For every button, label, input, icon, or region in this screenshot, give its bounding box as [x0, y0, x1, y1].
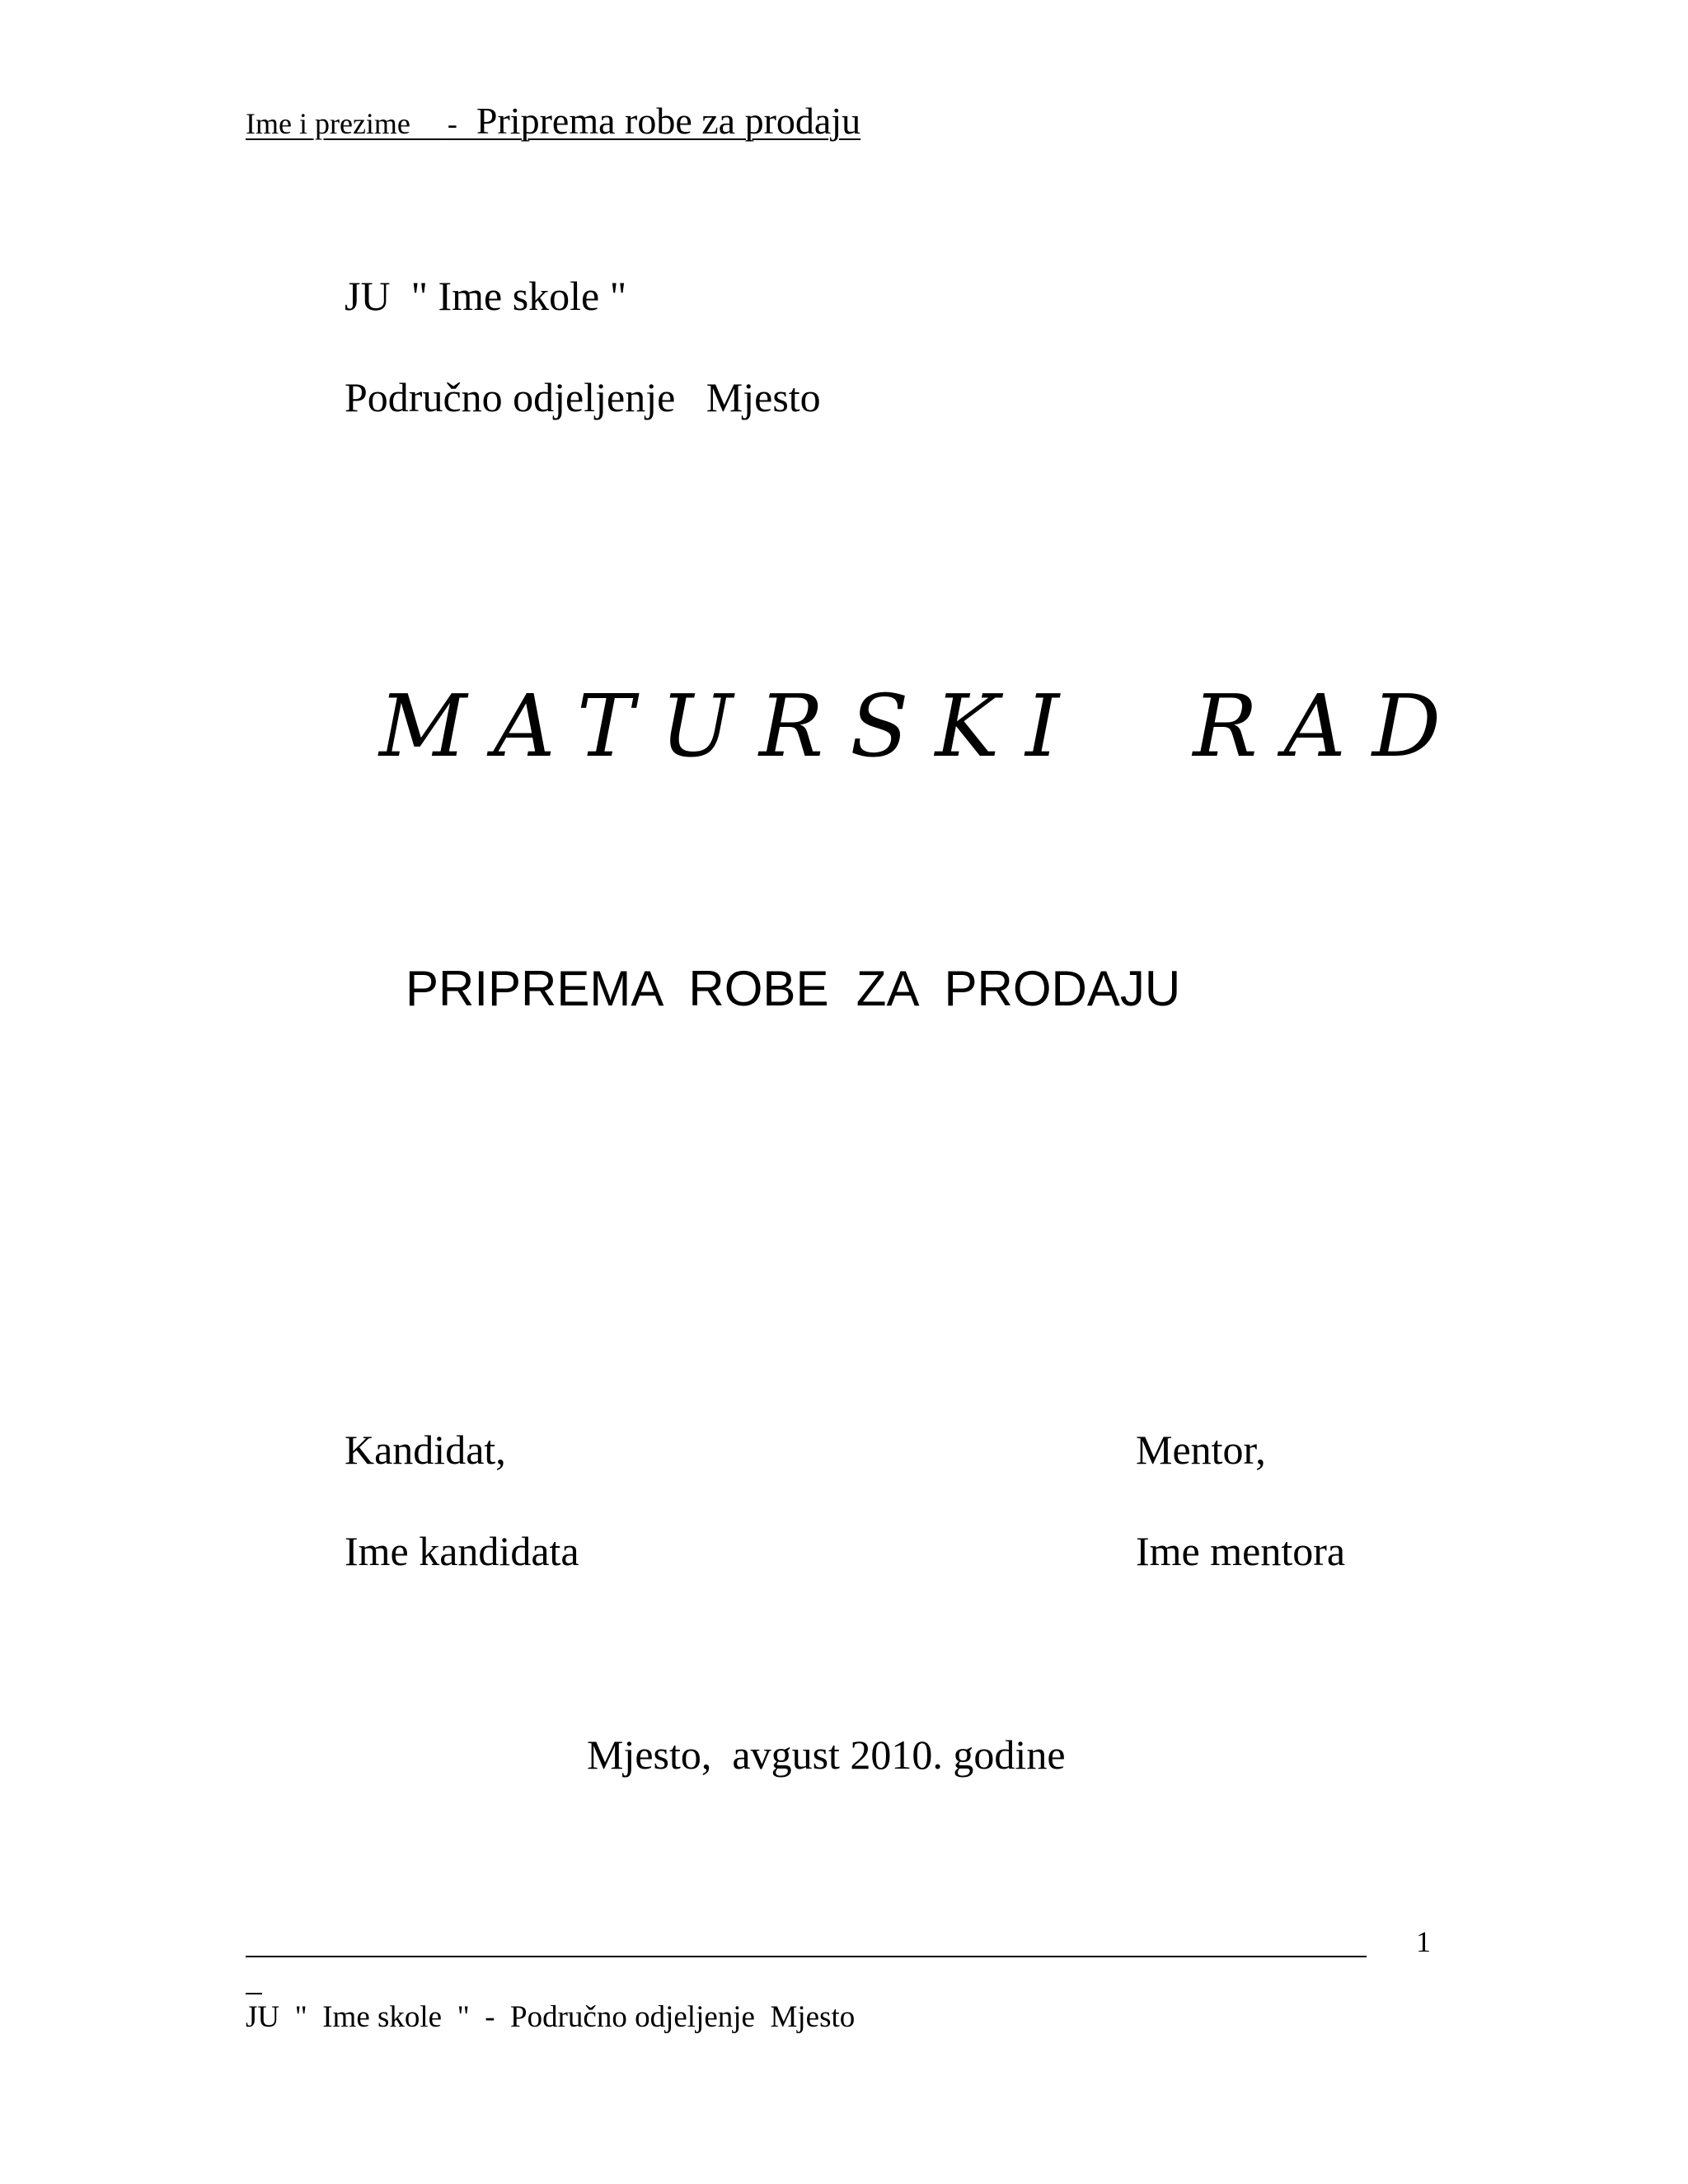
- mentor-label: Mentor,: [1136, 1427, 1266, 1473]
- candidate-name: Ime kandidata: [345, 1528, 579, 1574]
- footer-divider: [246, 1956, 1367, 1957]
- school-department: Područno odjeljenje Mjesto: [345, 374, 821, 420]
- school-name: JU " Ime skole ": [345, 273, 627, 319]
- page-number: 1: [1416, 1925, 1431, 1958]
- footer-text: JU " Ime skole " - Područno odjeljenje Mjesto: [246, 2000, 856, 2034]
- thesis-topic: PRIPREMA ROBE ZA PRODAJU: [406, 961, 1181, 1016]
- place-and-date: Mjesto, avgust 2010. godine: [587, 1732, 1066, 1778]
- header-title: Priprema robe za prodaju: [476, 100, 861, 142]
- thesis-type-title: MATURSKI RAD: [379, 676, 1468, 776]
- footer-mark: [246, 1993, 262, 1994]
- header-separator: -: [447, 107, 457, 140]
- mentor-name: Ime mentora: [1136, 1528, 1346, 1574]
- page-header: [246, 99, 860, 143]
- header-author: Ime i prezime: [246, 107, 410, 140]
- candidate-label: Kandidat,: [345, 1427, 506, 1473]
